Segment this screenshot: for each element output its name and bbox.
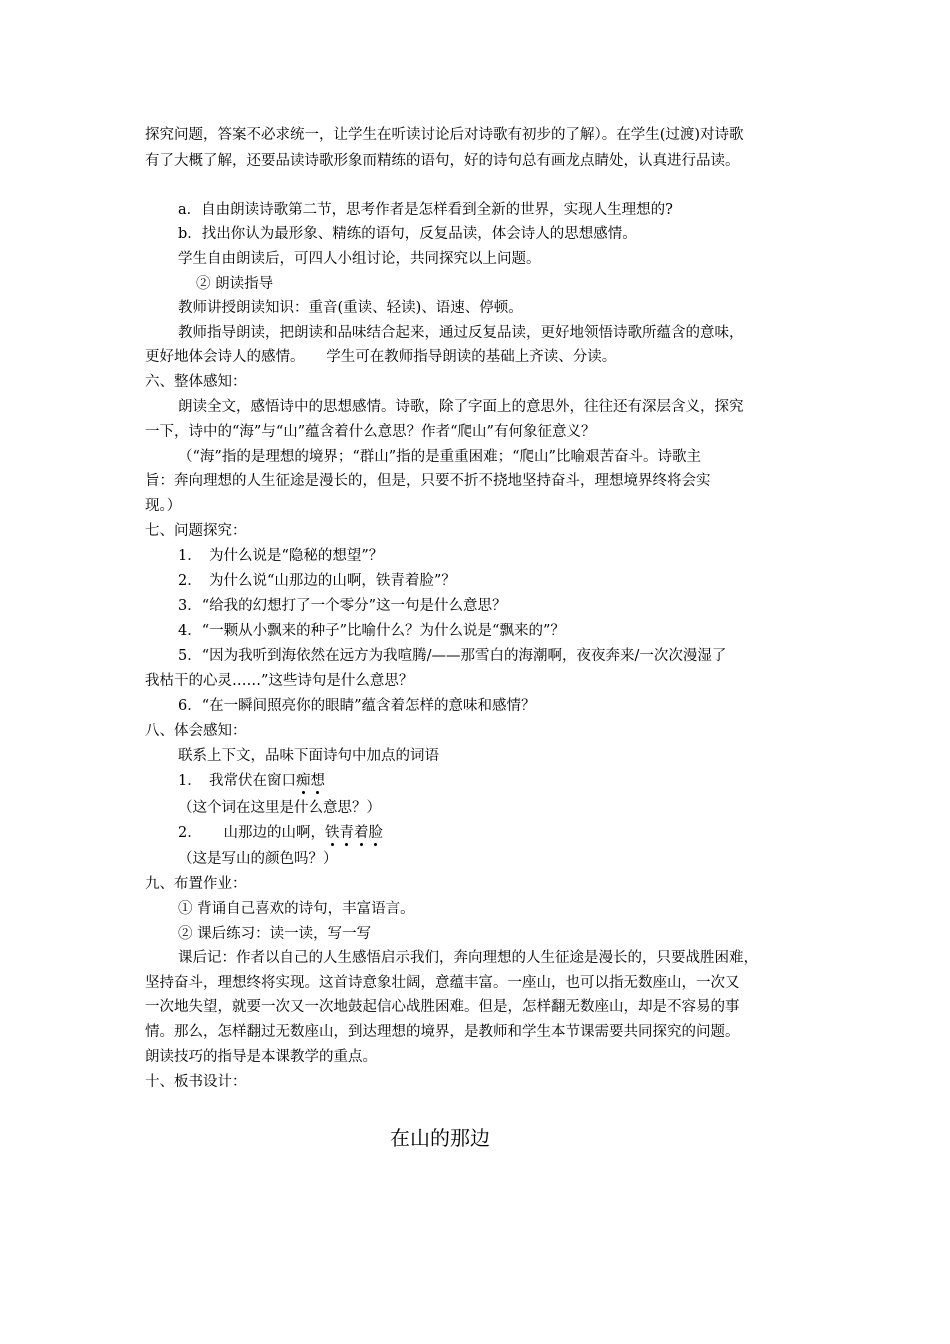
hint-line: （这个词在这里是什么意思？） xyxy=(178,800,381,816)
emphasized-char: 痴 xyxy=(296,773,311,789)
paragraph-line: 现。） xyxy=(145,498,182,514)
emphasis-dot xyxy=(316,791,319,794)
emphasis-dot xyxy=(360,843,363,846)
paragraph-line: 旨：奔向理想的人生征途是漫长的，但是，只要不折不挠地坚持奋斗，理想境界终将会实 xyxy=(145,473,711,489)
emphasized-char: 着 xyxy=(354,825,369,841)
section-heading-9: 九、布置作业： xyxy=(145,876,247,892)
paragraph-line: （“海”指的是理想的境界；“群山”指的是重重困难；“爬山”比喻艰苦奋斗。诗歌主 xyxy=(178,449,701,465)
paragraph-line: 更好地体会诗人的感情。 学生可在教师指导朗读的基础上齐读、分读。 xyxy=(145,349,617,365)
section-heading-10: 十、板书设计： xyxy=(145,1074,247,1090)
paragraph-line: 坚持奋斗，理想终将实现。这首诗意象壮阔，意蕴丰富。一座山，也可以指无数座山，一次又 xyxy=(145,975,740,991)
poem-line-2 xyxy=(178,822,815,846)
paragraph-line: 教师讲授朗读知识：重音(重读、轻读)、语速、停顿。 xyxy=(178,300,523,316)
homework-item: ① 背诵自己喜欢的诗句，丰富语言。 xyxy=(178,901,415,917)
section-heading-6: 六、整体感知： xyxy=(145,374,247,390)
question-item-continued: 我枯干的心灵……”这些诗句是什么意思？ xyxy=(145,673,414,689)
paragraph-line: 情。那么，怎样翻过无数座山，到达理想的境界，是教师和学生本节课需要共同探究的问题。 xyxy=(145,1024,740,1040)
paragraph-line: 联系上下文，品味下面诗句中加点的词语 xyxy=(178,748,439,764)
emphasized-char: 想 xyxy=(310,773,325,789)
emphasis-dot xyxy=(345,843,348,846)
paragraph-line: 学生自由朗读后，可四人小组讨论，共同探究以上问题。 xyxy=(178,251,541,267)
paragraph-line: 一下，诗中的“海”与“山”蕴含着什么意思？作者“爬山”有何象征意义？ xyxy=(145,424,596,440)
emphasized-char: 铁 xyxy=(325,825,340,841)
question-item: 4．“一颗从小飘来的种子”比喻什么？为什么说是“飘来的”？ xyxy=(178,623,565,639)
emphasized-word xyxy=(296,773,325,789)
paragraph-line: 一次地失望，就要一次又一次地鼓起信心战胜困难。但是，怎样翻无数座山，却是不容易的事 xyxy=(145,999,740,1015)
emphasis-dot xyxy=(302,791,305,794)
question-item: 6．“在一瞬间照亮你的眼睛”蕴含着怎样的意味和感情？ xyxy=(178,698,536,714)
poem-line-text: 1． 我常伏在窗口 xyxy=(178,773,296,789)
emphasis-dot xyxy=(331,843,334,846)
question-item: 2． 为什么说“山那边的山啊，铁青着脸”？ xyxy=(178,573,456,589)
question-b: b．找出你认为最形象、精练的语句，反复品读，体会诗人的思想感情。 xyxy=(178,226,637,242)
question-item: 5．“因为我听到海依然在远方为我喧腾/——那雪白的海潮啊，夜夜奔来/一次次漫湿了 xyxy=(178,648,727,664)
paragraph-line: 朗读全文，感悟诗中的思想感情。诗歌，除了字面上的意思外，往往还有深层含义，探究 xyxy=(178,399,744,415)
question-a: a．自由朗读诗歌第二节，思考作者是怎样看到全新的世界，实现人生理想的? xyxy=(178,202,673,218)
question-item: 1． 为什么说是“隐秘的想望”？ xyxy=(178,548,384,564)
board-design-title: 在山的那边 xyxy=(390,1126,490,1150)
dotted-word-chixiang xyxy=(296,773,325,789)
paragraph-line: 课后记：作者以自己的人生感悟启示我们，奔向理想的人生征途是漫长的，只要战胜困难， xyxy=(178,950,758,966)
poem-line-1 xyxy=(178,770,815,794)
emphasized-word xyxy=(325,825,383,841)
paragraph-line: 探究问题，答案不必求统一，让学生在听读讨论后对诗歌有初步的了解）。在学生(过渡)对诗歌 xyxy=(145,127,744,143)
poem-line-text: 2． 山那边的山啊， xyxy=(178,825,325,841)
hint-line: （这是写山的颜色吗？） xyxy=(178,851,338,867)
section-heading-8: 八、体会感知： xyxy=(145,723,247,739)
emphasis-dot xyxy=(374,843,377,846)
section-heading-7: 七、问题探究： xyxy=(145,523,247,539)
question-item: 3．“给我的幻想打了一个零分”这一句是什么意思？ xyxy=(178,598,507,614)
homework-item: ② 课后练习：读一读，写一写 xyxy=(178,926,372,942)
sub-heading-reading-guide: ② 朗读指导 xyxy=(196,276,274,292)
emphasized-char: 脸 xyxy=(368,825,383,841)
paragraph-line: 教师指导朗读，把朗读和品味结合起来，通过反复品读，更好地领悟诗歌所蕴含的意味， xyxy=(178,325,744,341)
dotted-word-tieqing xyxy=(325,825,383,841)
paragraph-line: 有了大概了解，还要品读诗歌形象而精练的语句，好的诗句总有画龙点睛处，认真进行品读。 xyxy=(145,153,740,169)
emphasized-char: 青 xyxy=(339,825,354,841)
paragraph-line: 朗读技巧的指导是本课教学的重点。 xyxy=(145,1049,377,1065)
